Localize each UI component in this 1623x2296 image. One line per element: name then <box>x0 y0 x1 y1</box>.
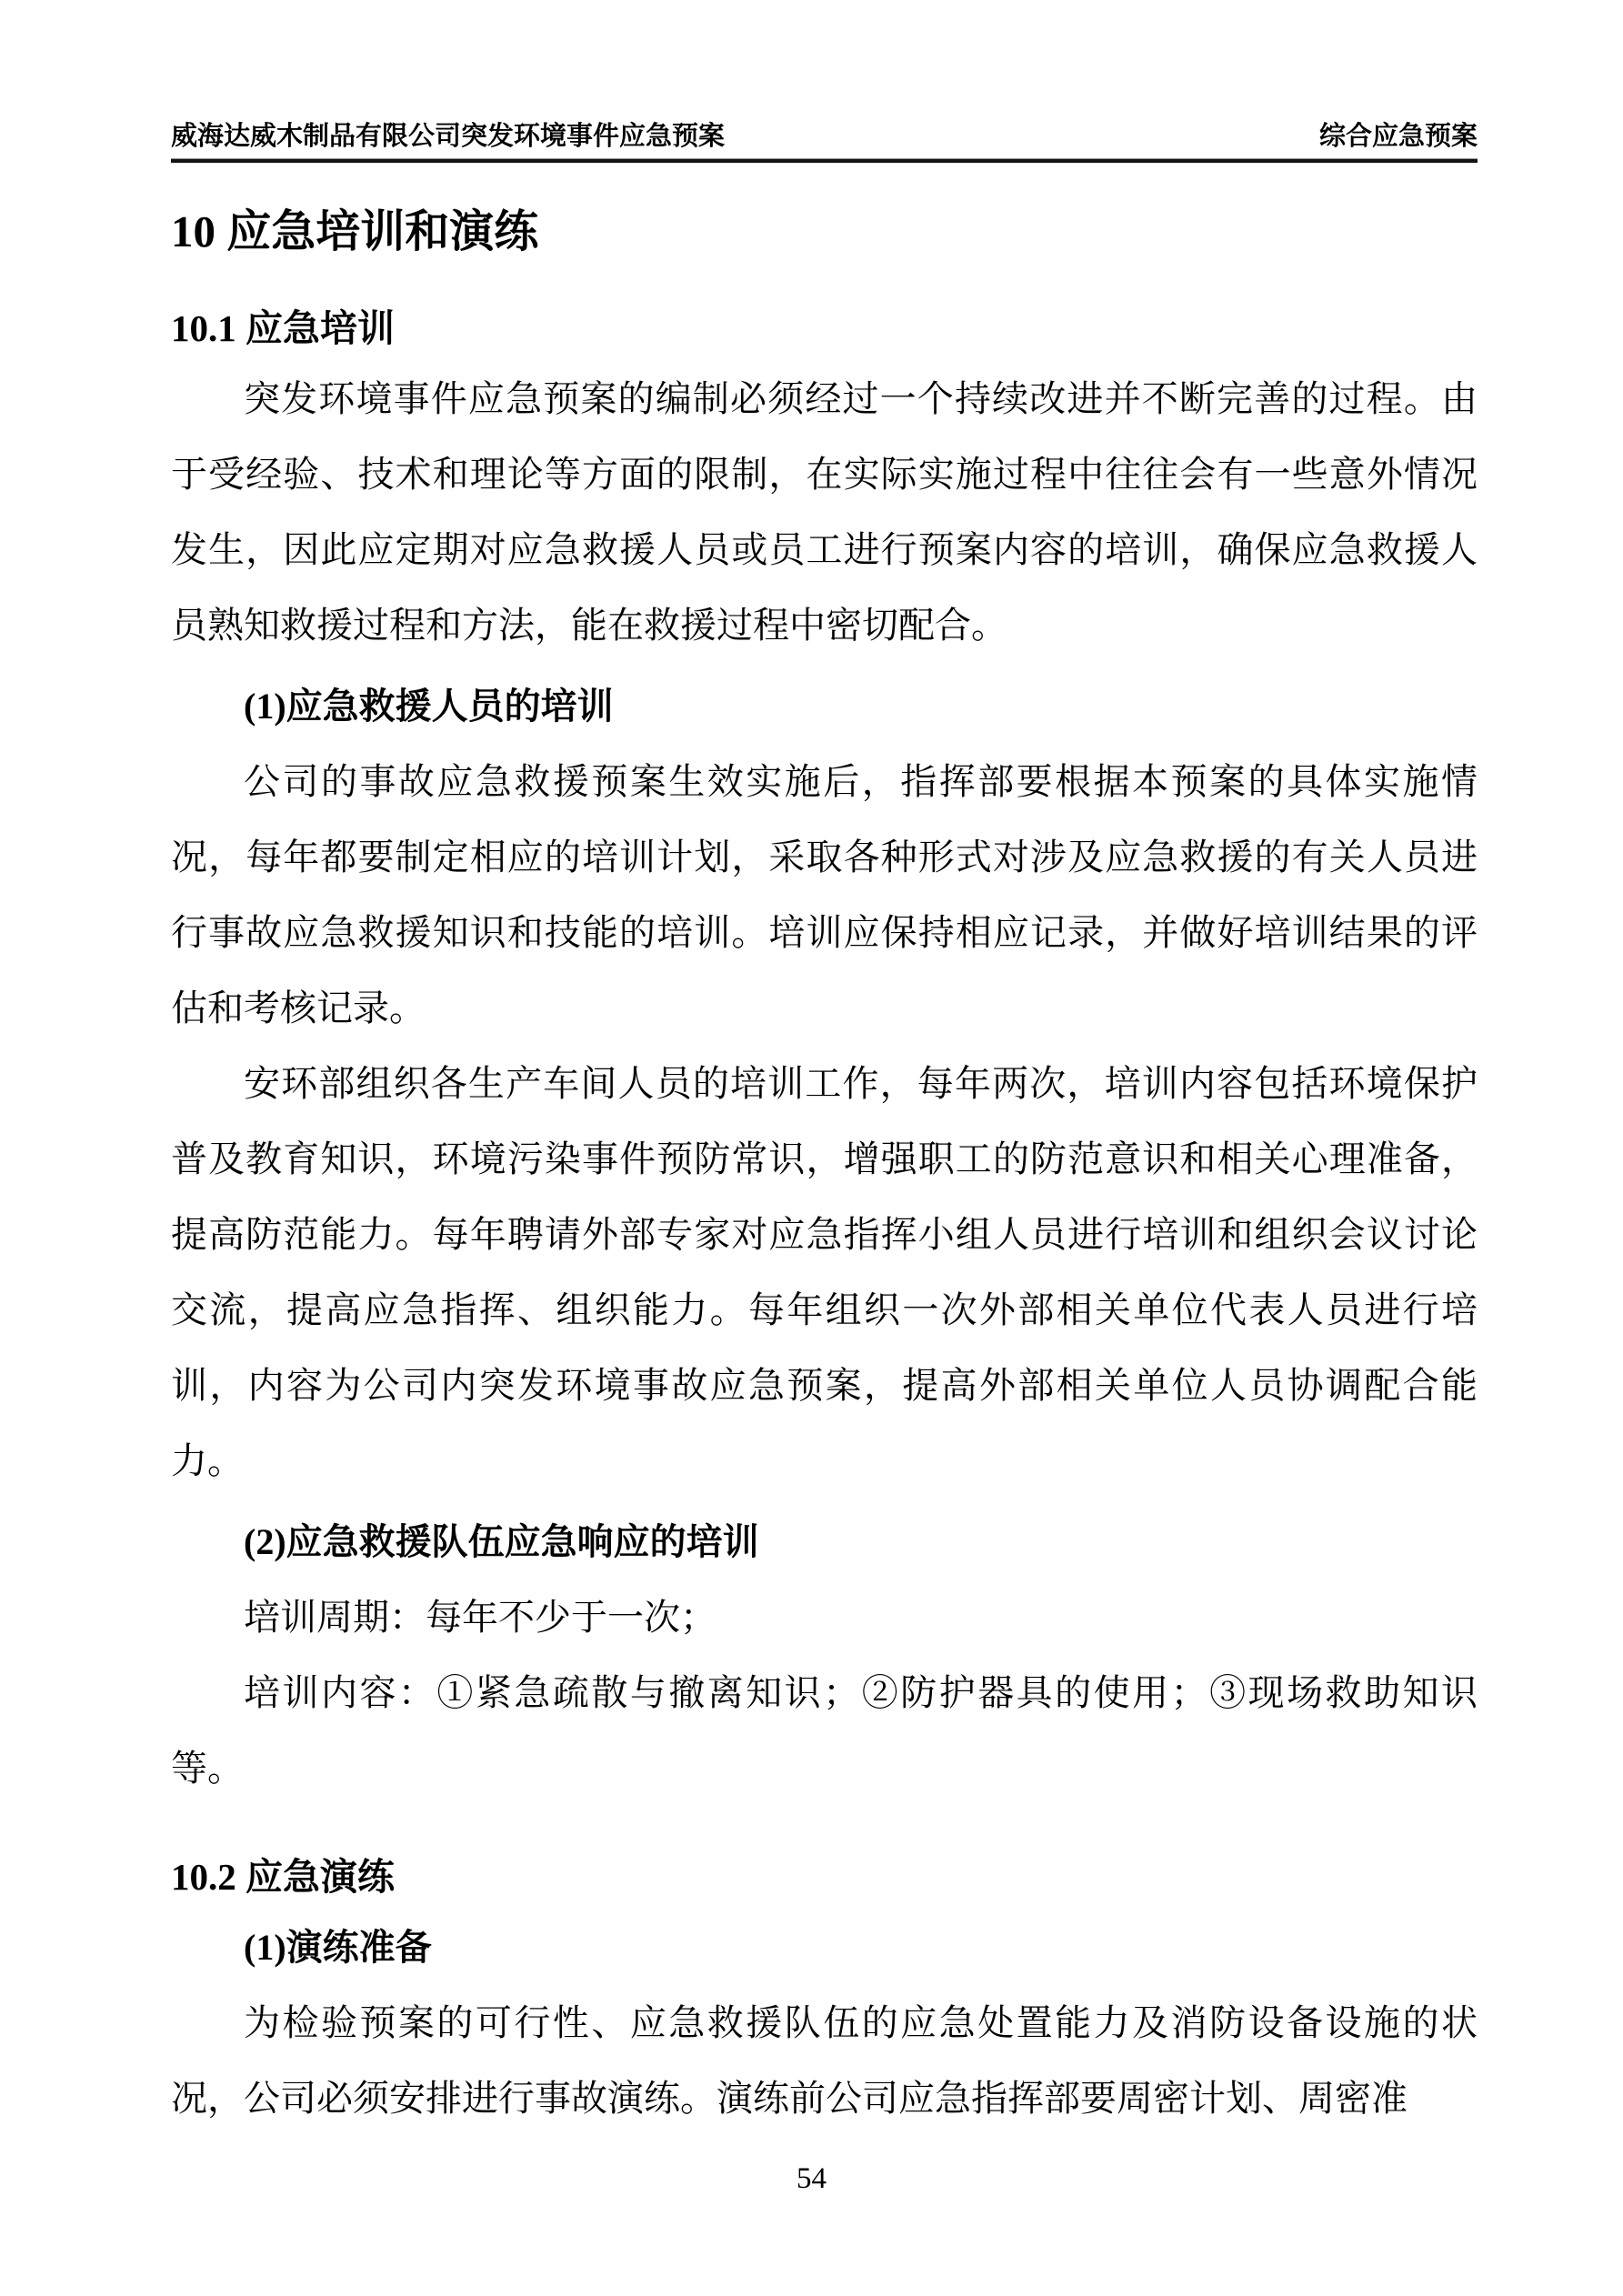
header-left-title: 威海达威木制品有限公司突发环境事件应急预案 <box>171 122 726 151</box>
chapter-title: 10 应急培训和演练 <box>171 206 539 256</box>
document-body <box>171 306 1478 2136</box>
paragraph: 突发环境事件应急预案的编制必须经过一个持续改进并不断完善的过程。由于受经验、技术和理论等方面的限制，在实际实施过程中往往会有一些意外情况发生，因此应定期对应急救援人员或员工进行预案内容的培训，确保应急救援人员熟知救援过程和方法，能在救援过程中密切配合。 <box>171 378 1478 646</box>
paragraph: 为检验预案的可行性、应急救援队伍的应急处置能力及消防设备设施的状况，公司必须安排进行事故演练。演练前公司应急指挥部要周密计划、周密准 <box>171 2002 1478 2119</box>
paragraph: 培训内容：①紧急疏散与撤离知识；②防护器具的使用；③现场救助知识等。 <box>171 1672 1478 1789</box>
paragraph: 培训周期：每年不少于一次； <box>244 1597 716 1638</box>
header-divider <box>171 158 1478 163</box>
header-right-title: 综合应急预案 <box>1318 122 1478 151</box>
subsection-heading: (1)应急救援人员的培训 <box>244 686 614 727</box>
subsection-heading: (2)应急救援队伍应急响应的培训 <box>244 1521 759 1562</box>
section-heading: 10.2 应急演练 <box>171 1856 395 1898</box>
page-header <box>171 120 1478 153</box>
section-heading: 10.1 应急培训 <box>171 307 395 349</box>
page-number: 54 <box>796 2162 827 2195</box>
paragraph: 安环部组织各生产车间人员的培训工作，每年两次，培训内容包括环境保护普及教育知识，环境污染事件预防常识，增强职工的防范意识和相关心理准备，提高防范能力。每年聘请外部专家对应急指挥小组人员进行培训和组织会议讨论交流，提高应急指挥、组织能力。每年组织一次外部相关单位代表人员进行培训，内容为公司内突发环境事故应急预案，提高外部相关单位人员协调配合能力。 <box>171 1063 1478 1481</box>
paragraph: 公司的事故应急救援预案生效实施后，指挥部要根据本预案的具体实施情况，每年都要制定相应的培训计划，采取各种形式对涉及应急救援的有关人员进行事故应急救援知识和技能的培训。培训应保持相应记录，并做好培训结果的评估和考核记录。 <box>171 761 1478 1028</box>
subsection-heading: (1)演练准备 <box>244 1927 432 1968</box>
